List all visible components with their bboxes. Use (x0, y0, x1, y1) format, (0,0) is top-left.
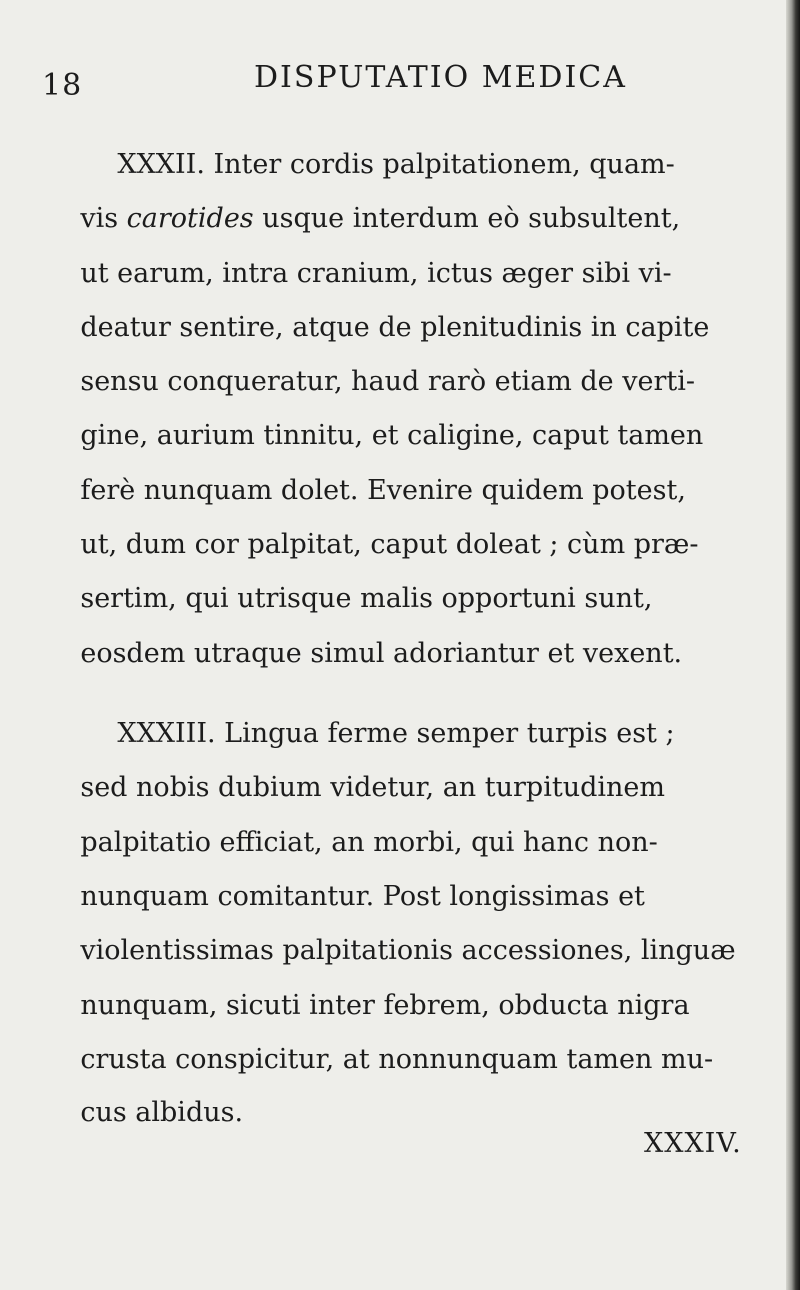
text-line: nunquam comitantur. Post longissimas et (80, 881, 645, 912)
text-line: violentissimas palpitationis accessiones, linguæ (80, 935, 736, 966)
catchword: XXXIV. (644, 1128, 742, 1159)
text-line: eosdem utraque simul adoriantur et vexent. (80, 638, 683, 669)
text-line: cus albidus. (80, 1097, 244, 1128)
text-line: ut earum, intra cranium, ictus æger sibi vi- (80, 258, 672, 289)
text-line: sed nobis dubium videtur, an turpitudinem (80, 772, 665, 803)
text-line: sertim, qui utrisque malis opportuni sunt, (80, 583, 653, 614)
text-line: XXXII. Inter cordis palpitationem, quam- (117, 149, 675, 180)
running-head: DISPUTATIO MEDICA (254, 60, 627, 95)
page-number: 18 (42, 68, 83, 103)
text-line: XXXIII. Lingua ferme semper turpis est ; (117, 718, 675, 749)
text-line: gine, aurium tinnitu, et caligine, caput tamen (80, 420, 704, 451)
text-line: deatur sentire, atque de plenitudinis in capite (80, 312, 710, 343)
text-line: nunquam, sicuti inter febrem, obducta nigra (80, 990, 690, 1021)
text-line: vis carotides usque interdum eò subsultent, (80, 203, 681, 234)
text-line: sensu conqueratur, haud rarò etiam de verti- (80, 366, 695, 397)
text-line: crusta conspicitur, at nonnunquam tamen mu- (80, 1044, 714, 1075)
text-line: ut, dum cor palpitat, caput doleat ; cùm præ- (80, 529, 699, 560)
text-line: palpitatio efficiat, an morbi, qui hanc non- (80, 827, 658, 858)
page-edge-shadow (786, 0, 800, 1290)
text-line: ferè nunquam dolet. Evenire quidem potest, (80, 475, 686, 506)
